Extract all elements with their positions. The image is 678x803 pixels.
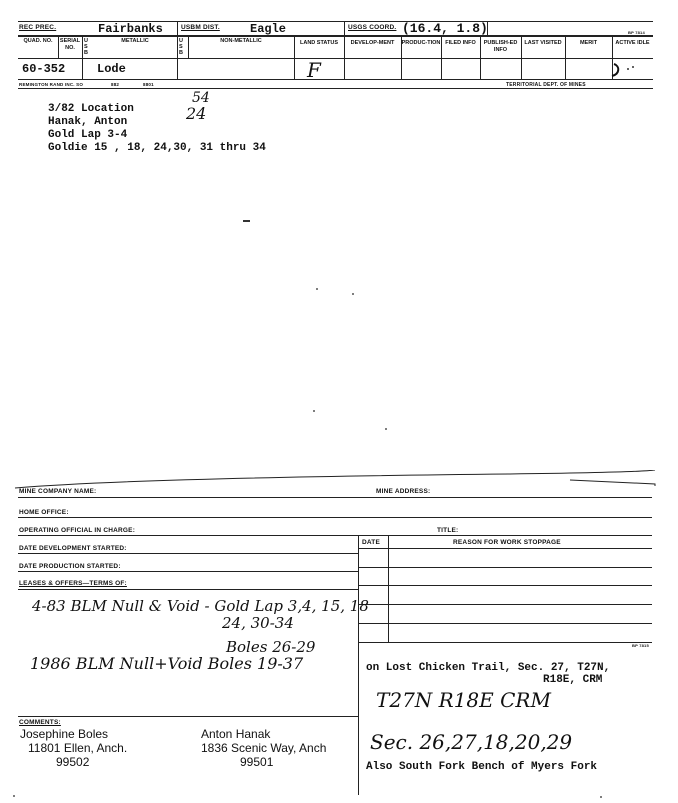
comment-right-name: Anton Hanak <box>201 727 271 741</box>
comments-label: COMMENTS: <box>19 719 61 726</box>
note-line-4: Goldie 15 , 18, 24,30, 31 thru 34 <box>48 142 266 154</box>
operating-official-label: OPERATING OFFICIAL IN CHARGE: <box>19 527 136 534</box>
printer-label: REMINGTON RAND INC. SO <box>19 82 84 87</box>
stoppage-date-label: DATE <box>362 539 381 546</box>
comment-left-zip: 99502 <box>56 755 90 769</box>
print-code-2: 8801 <box>143 82 154 87</box>
form-number-top: BP 7814 <box>628 30 645 35</box>
date-development-label: DATE DEVELOPMENT STARTED: <box>19 545 127 552</box>
usgs-coord-value: (16.4, 1.8) <box>402 21 488 36</box>
usgs-coord-label: USGS COORD. <box>348 24 397 31</box>
lease-hand-line-1: 4-83 BLM Null & Void - Gold Lap 3,4, 15, 18 <box>32 597 369 615</box>
col-usb-nonmetallic: U S B <box>179 38 183 56</box>
land-status-value: F <box>307 58 321 82</box>
hand-count-1: 54 <box>192 90 210 106</box>
comment-left-address: 11801 Ellen, Anch. <box>28 741 128 755</box>
lease-hand-line-3: Boles 26-29 <box>226 638 316 656</box>
hand-count-2: 24 <box>186 104 207 123</box>
comment-left-name: Josephine Boles <box>20 727 109 741</box>
col-serial-no: SERIAL NO. <box>59 38 81 51</box>
stray-dot <box>316 288 318 290</box>
form-number-bottom: BP 7815 <box>632 643 649 648</box>
col-land-status: LAND STATUS <box>300 40 338 46</box>
note-line-1: 3/82 Location <box>48 103 134 115</box>
col-development: DEVELOP-MENT <box>350 40 395 46</box>
location-line-2: R18E, CRM <box>543 674 603 686</box>
comment-right-zip: 99501 <box>240 755 274 769</box>
home-office-label: HOME OFFICE: <box>19 509 69 516</box>
lease-hand-line-2: 24, 30-34 <box>222 614 294 632</box>
stray-dot <box>13 795 15 797</box>
form-top-curve <box>10 470 670 495</box>
stray-mark <box>243 220 250 222</box>
stray-dot <box>313 410 315 412</box>
col-filed-info: FILED INFO <box>445 40 476 46</box>
title-label: TITLE: <box>437 527 459 534</box>
comment-right-address: 1836 Scenic Way, Anch <box>201 741 327 755</box>
rec-prec-value: Fairbanks <box>98 22 163 36</box>
lease-hand-line-4: 1986 BLM Null+Void Boles 19-37 <box>30 654 304 673</box>
date-production-label: DATE PRODUCTION STARTED: <box>19 563 121 570</box>
rec-prec-label: REC PREC. <box>19 24 57 31</box>
col-usb-metallic: U S B <box>84 38 88 56</box>
location-hand-2: Sec. 26,27,18,20,29 <box>370 730 573 754</box>
location-hand-1: T27N R18E CRM <box>376 688 551 712</box>
location-line-3: Also South Fork Bench of Myers Fork <box>366 761 598 773</box>
usbm-dist-value: Eagle <box>250 22 287 36</box>
col-metallic: METALLIC <box>121 38 149 44</box>
col-quad-no: QUAD. NO. <box>23 38 53 44</box>
print-code-1: 882 <box>111 82 120 87</box>
stray-dot <box>600 796 602 798</box>
mine-address-label: MINE ADDRESS: <box>376 488 431 495</box>
department-label: TERRITORIAL DEPT. OF MINES <box>506 82 586 88</box>
note-line-3: Gold Lap 3-4 <box>48 129 128 141</box>
leases-label: LEASES & OFFERS—TERMS OF: <box>19 580 127 587</box>
stoppage-reason-label: REASON FOR WORK STOPPAGE <box>453 539 561 546</box>
active-idle-mark <box>600 60 640 80</box>
location-line-1: on Lost Chicken Trail, Sec. 27, T27N, <box>366 662 611 674</box>
col-production: PRODUC-TION <box>401 40 441 46</box>
stray-dot <box>385 428 387 430</box>
col-published-info: PUBLISH-ED INFO <box>483 40 518 53</box>
note-line-2: Hanak, Anton <box>48 116 128 128</box>
usbm-dist-label: USBM DIST. <box>181 24 220 31</box>
col-active-idle: ACTIVE IDLE <box>615 40 650 46</box>
mine-company-name-label: MINE COMPANY NAME: <box>19 488 97 495</box>
col-merit: MERIT <box>579 40 598 46</box>
col-last-visited: LAST VISITED <box>524 40 562 46</box>
metallic-value: Lode <box>97 62 126 76</box>
quad-serial-value: 60-352 <box>22 62 66 76</box>
stray-dot <box>352 293 354 295</box>
col-nonmetallic: NON-METALLIC <box>220 38 262 44</box>
